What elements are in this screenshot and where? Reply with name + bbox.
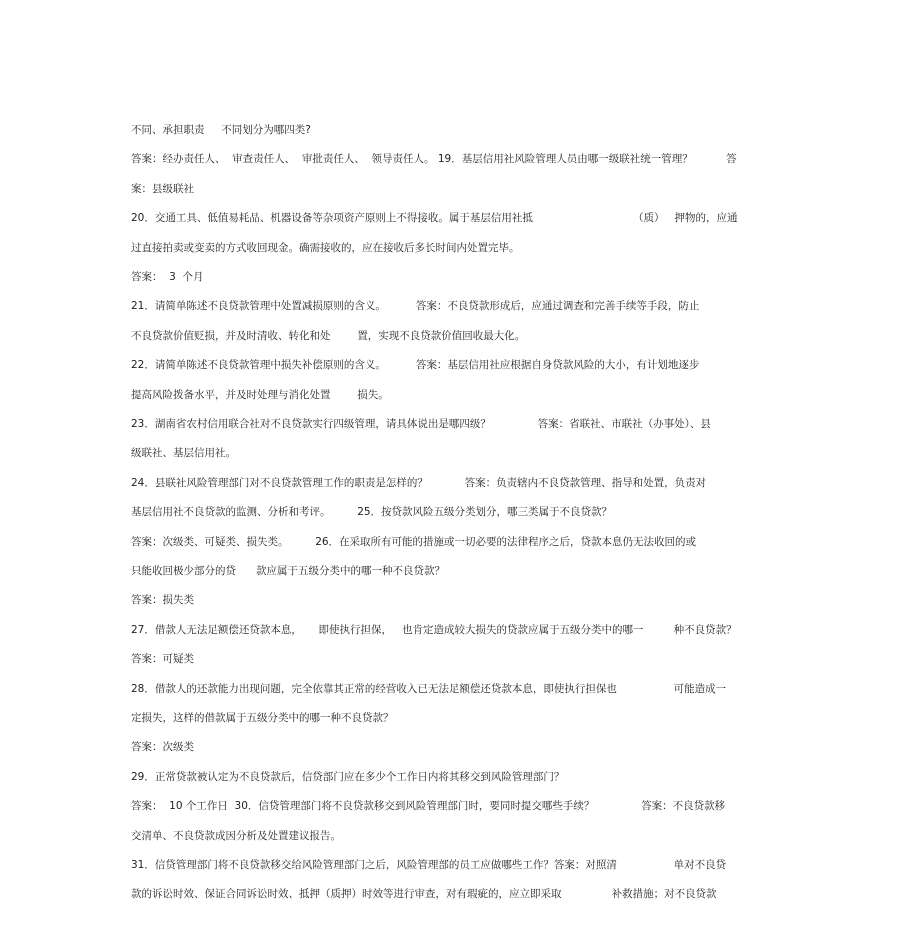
text-line-content: 20．交通工具、低值易耗品、机器设备等杂项资产原则上不得接收。属于基层信用社抵 （质） 押物的，应通: [131, 212, 738, 224]
text-line-content: 答案：次级类: [131, 741, 194, 753]
text-line: [131, 682, 791, 696]
text-line: [131, 241, 791, 255]
text-line-content: 27．借款人无法足额偿还贷款本息， 即使执行担保， 也肯定造成较大损失的贷款应属于五级分类中的哪一 种不良贷款？: [131, 624, 737, 636]
text-line: [131, 388, 791, 402]
text-line-content: 28．借款人的还款能力出现问题，完全依靠其正常的经营收入已无法足额偿还贷款本息，即使执行担保也 可能造成一: [131, 683, 727, 695]
text-line-content: 答案：次级类、可疑类、损失类。 26．在采取所有可能的措施或一切必要的法律程序之后，贷款本息仍无法收回的或: [131, 536, 697, 548]
text-line: [131, 211, 791, 225]
text-line-content: 交清单、不良贷款成因分析及处置建议报告。: [131, 830, 341, 842]
text-line: [131, 564, 791, 578]
text-line-content: 23．湖南省农村信用联合社对不良贷款实行四级管理，请具体说出是哪四级？ 答案：省联社、市联社（办事处）、县: [131, 418, 711, 430]
text-line: [131, 182, 791, 196]
text-line-content: 答案：可疑类: [131, 653, 194, 665]
text-line-content: 答案： 3 个月: [131, 271, 204, 283]
text-line-content: 款的诉讼时效、保证合同诉讼时效、抵押（质押）时效等进行审查，对有瑕疵的，应立即采取 补救措施；对不良贷款: [131, 888, 717, 900]
text-line-content: 24．县联社风险管理部门对不良贷款管理工作的职责是怎样的？ 答案：负责辖内不良贷款管理、指导和处置，负责对: [131, 477, 707, 489]
text-line-content: 答案：损失类: [131, 594, 194, 606]
text-line-content: 不同、承担职责 不同划分为哪四类?: [131, 124, 311, 136]
text-line-content: 提高风险拨备水平，并及时处理与消化处置 损失。: [131, 389, 389, 401]
text-line: [131, 829, 791, 843]
text-line: [131, 740, 791, 754]
text-line: [131, 329, 791, 343]
text-line-content: 29．正常贷款被认定为不良贷款后，信贷部门应在多少个工作日内将其移交到风险管理部门？: [131, 771, 565, 783]
text-line: [131, 711, 791, 725]
text-line: [131, 358, 791, 372]
text-line-content: 21．请简单陈述不良贷款管理中处置减损原则的含义。 答案：不良贷款形成后，应通过调查和完善手续等手段，防止: [131, 300, 700, 312]
text-line: [131, 123, 791, 137]
text-line-content: 不良贷款价值贬损，并及时清收、转化和处 置，实现不良贷款价值回收最大化。: [131, 330, 526, 342]
text-line: [131, 652, 791, 666]
text-line-content: 只能收回极少部分的贷 款应属于五级分类中的哪一种不良贷款？: [131, 565, 446, 577]
text-line: [131, 858, 791, 872]
text-line-content: 答案：经办责任人、 审查责任人、 审批责任人、 领导责任人。 19．基层信用社风险管理人员由哪一级联社统一管理？ 答: [131, 153, 737, 165]
text-line: [131, 535, 791, 549]
text-line: [131, 417, 791, 431]
text-line-content: 过直接拍卖或变卖的方式收回现金。确需接收的，应在接收后多长时间内处置完毕。: [131, 242, 520, 254]
text-line: [131, 476, 791, 490]
text-line: [131, 770, 791, 784]
text-line: [131, 623, 791, 637]
text-line: [131, 887, 791, 901]
text-line: [131, 299, 791, 313]
text-line-content: 31．信贷管理部门将不良贷款移交给风险管理部门之后，风险管理部的员工应做哪些工作？答案：对照清 单对不良贷: [131, 859, 727, 871]
text-line-content: 级联社、基层信用社。: [131, 447, 236, 459]
text-line-content: 定损失，这样的借款属于五级分类中的哪一种不良贷款？: [131, 712, 394, 724]
text-line: [131, 505, 791, 519]
text-line-content: 基层信用社不良贷款的监测、分析和考评。 25．按贷款风险五级分类划分，哪三类属于不良贷款？: [131, 506, 613, 518]
text-line: [131, 593, 791, 607]
text-line: [131, 270, 791, 284]
text-line-content: 22．请简单陈述不良贷款管理中损失补偿原则的含义。 答案：基层信用社应根据自身贷款风险的大小，有计划地逐步: [131, 359, 700, 371]
text-line-content: 答案： 10 个工作日 30．信贷管理部门将不良贷款移交到风险管理部门时，要同时提交哪些手续？ 答案：不良贷款移: [131, 800, 726, 812]
text-line-content: 案：县级联社: [131, 183, 194, 195]
text-line: [131, 799, 791, 813]
text-line: [131, 152, 791, 166]
text-line: [131, 446, 791, 460]
